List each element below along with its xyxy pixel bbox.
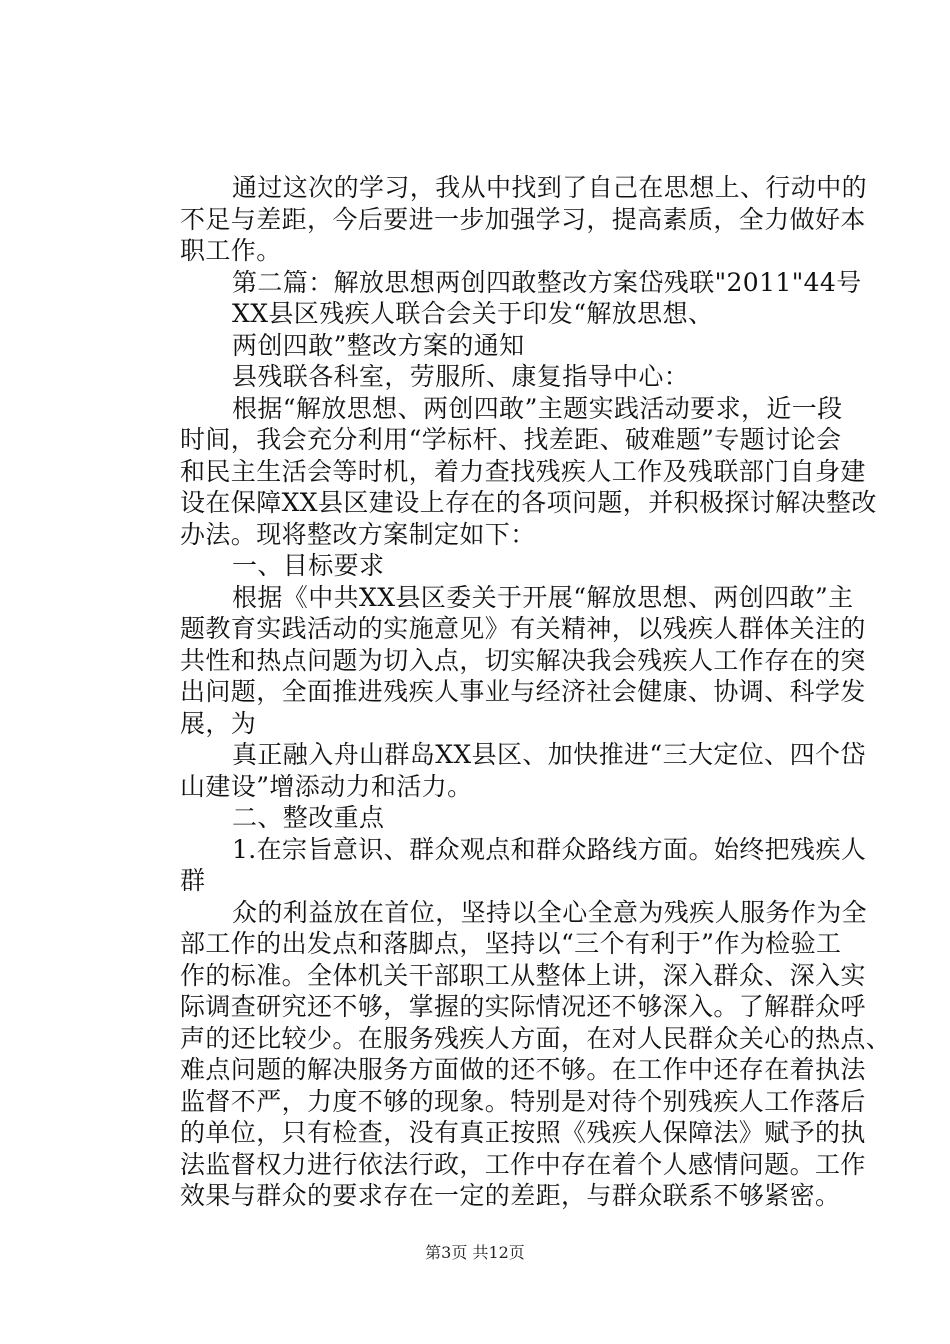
text-line: 根据“解放思想、两创四敢”主题实践活动要求，近一段 (232, 393, 843, 423)
text-line: 难点问题的解决服务方面做的还不够。在工作中还存在着执法 (180, 1055, 866, 1084)
text-line: 众的利益放在首位，坚持以全心全意为残疾人服务作为全 (232, 897, 868, 927)
text-line: 出问题，全面推进残疾人事业与经济社会健康、协调、科学发 (180, 677, 866, 706)
text-line: 一、目标要求 (232, 551, 385, 580)
text-line: 1.在宗旨意识、群众观点和群众路线方面。始终把残疾人 (232, 834, 867, 864)
page-footer: 第3页 共12页 (425, 1243, 525, 1262)
text-line: 不足与差距，今后要进一步加强学习，提高素质，全力做好本 (180, 204, 866, 234)
text-line: 法监督权力进行依法行政，工作中存在着个人感情问题。工作 (180, 1149, 866, 1179)
text-line: XX县区残疾人联合会关于印发“解放思想、 (232, 299, 714, 328)
text-line: 际调查研究还不够，掌握的实际情况还不够深入。了解群众呼 (180, 992, 866, 1021)
text-line: 和民主生活会等时机，着力查找残疾人工作及残联部门自身建 (180, 456, 866, 486)
text-line: 设在保障XX县区建设上存在的各项问题，并积极探讨解决整改 (180, 488, 877, 517)
text-line: 第二篇：解放思想两创四敢整改方案岱残联"2011"44号 (232, 267, 862, 297)
text-line: 作的标准。全体机关干部职工从整体上讲，深入群众、深入实 (180, 960, 866, 990)
text-line: 声的还比较少。在服务残疾人方面，在对人民群众关心的热点、 (180, 1023, 892, 1053)
text-line: 共性和热点问题为切入点，切实解决我会残疾人工作存在的突 (180, 645, 866, 675)
text-line: 时间，我会充分利用“学标杆、找差距、破难题”专题讨论会 (180, 425, 842, 454)
text-line: 部工作的出发点和落脚点，坚持以“三个有利于”作为检验工 (180, 929, 842, 958)
text-line: 监督不严，力度不够的现象。特别是对待个别残疾人工作落后 (180, 1086, 866, 1116)
text-line: 效果与群众的要求存在一定的差距，与群众联系不够紧密。 (180, 1181, 841, 1210)
document-body (180, 172, 892, 1212)
text-line: 县残联各科室，劳服所、康复指导中心： (232, 362, 690, 391)
text-line: 的单位，只有检查，没有真正按照《残疾人保障法》赋予的执 (180, 1118, 866, 1147)
text-line: 两创四敢”整改方案的通知 (232, 330, 525, 360)
text-line: 真正融入舟山群岛XX县区、加快推进“三大定位、四个岱 (232, 740, 866, 769)
text-line: 题教育实践活动的实施意见》有关精神，以残疾人群体关注的 (180, 614, 866, 643)
text-line: 职工作。 (180, 236, 282, 265)
text-line: 群 (180, 866, 206, 895)
text-line: 根据《中共XX县区委关于开展“解放思想、两创四敢”主 (232, 582, 854, 612)
text-line: 通过这次的学习，我从中找到了自己在思想上、行动中的 (232, 173, 868, 202)
text-line: 山建设”增添动力和活力。 (180, 771, 473, 801)
text-line: 办法。现将整改方案制定如下： (180, 519, 536, 549)
text-line: 二、整改重点 (232, 803, 385, 832)
text-line: 展，为 (180, 708, 257, 738)
